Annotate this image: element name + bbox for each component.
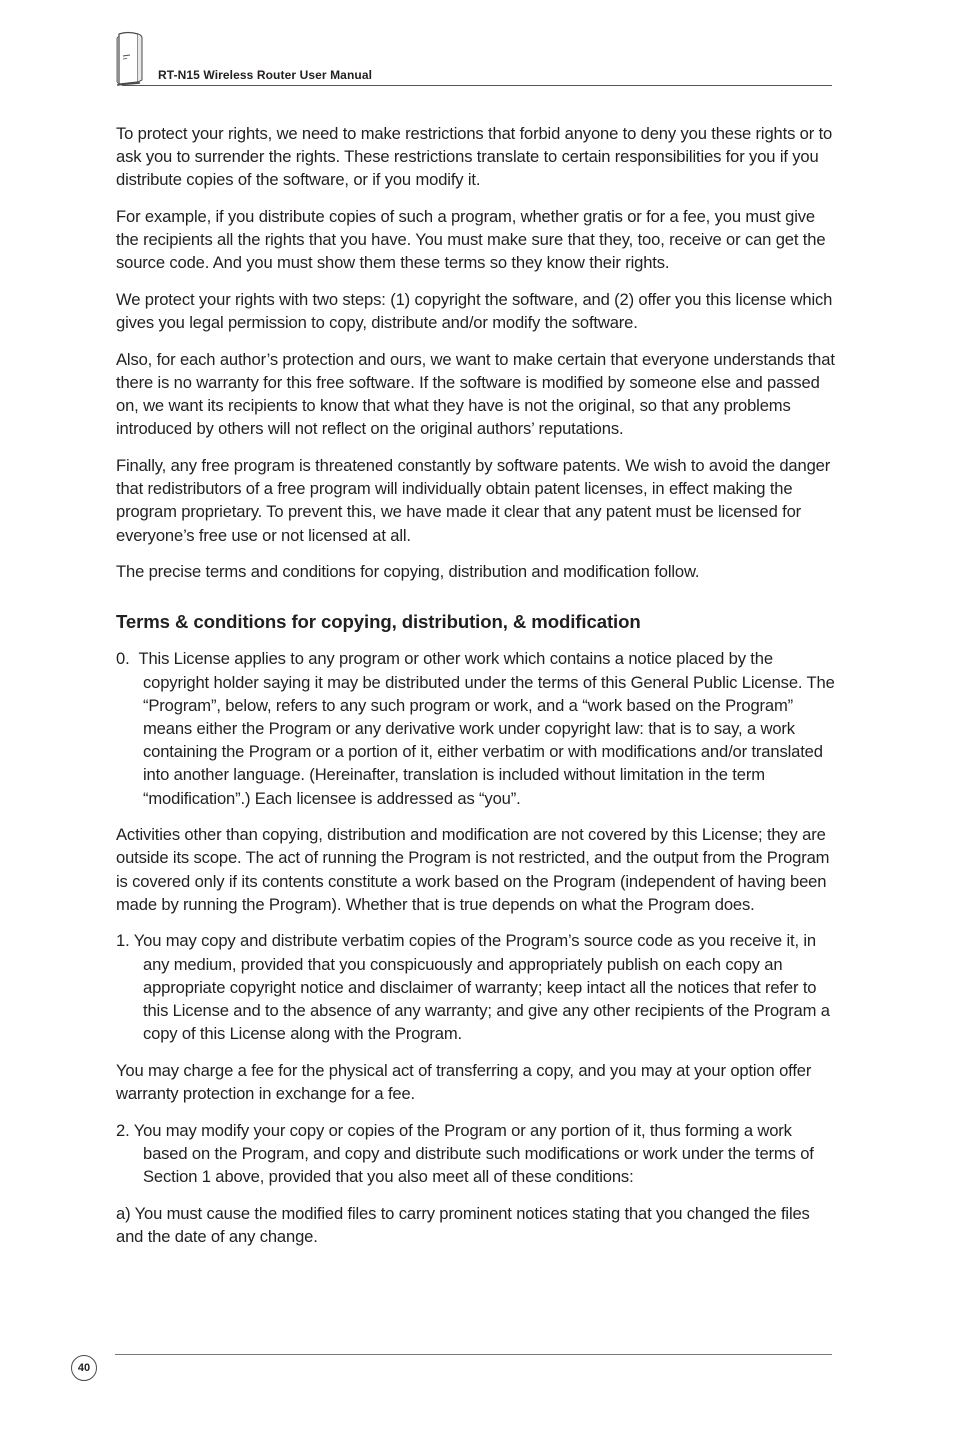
body-paragraph: The precise terms and conditions for copying, distribution and modification follow.	[116, 562, 700, 582]
page-body	[116, 122, 836, 1261]
term-number: 2.	[116, 1120, 130, 1140]
license-term-1	[116, 929, 836, 1045]
body-paragraph: To protect your rights, we need to make restrictions that forbid anyone to deny you these rights or to ask you to surrender the rights. These restrictions translate to certain responsibilities for you if you distribute copies of the software, or if you modify it.	[116, 124, 833, 190]
body-paragraph: Also, for each author’s protection and ours, we want to make certain that everyone understands that there is no warranty for this free software. If the software is modified by someone else and passed on, we want its recipients to know that what they have is not the original, so that any problems introduced by others will not reflect on the original authors’ reputations.	[116, 349, 835, 439]
term-text: You may modify your copy or copies of the Program or any portion of it, thus forming a work based on the Program, and copy and distribute such modifications or work under the terms of Section 1 above, provided that you also meet all of these conditions:	[133, 1120, 814, 1187]
term-text: You may copy and distribute verbatim copies of the Program’s source code as you receive it, in any medium, provided that you conspicuously and appropriately publish on each copy an appropriate copyright notice and disclaimer of warranty; keep intact all the notices that refer to this License and to the absence of any warranty; and give any other recipients of the Program a copy of this License along with the Program.	[133, 931, 830, 1044]
router-icon	[114, 30, 144, 86]
term-text: This License applies to any program or other work which contains a notice placed by the copyright holder saying it may be distributed under the terms of this General Public License. The “Program”, below, refers to any such program or work, and a “work based on the Program” means either the Program or any derivative work under copyright law: that is to say, a work containing the Program or a portion of it, either verbatim or with modifications and/or translated into another language. (Hereinafter, translation is included without limitation in the term “modification”.) Each licensee is addressed as “you”.	[138, 649, 835, 808]
page-header	[114, 30, 832, 88]
term-number: 1.	[116, 931, 130, 951]
section-heading: Terms & conditions for copying, distribution, & modification	[116, 611, 641, 633]
body-paragraph: Finally, any free program is threatened constantly by software patents. We wish to avoid the danger that redistributors of a free program will individually obtain patent licenses, in effect making the program proprietary. To prevent this, we have made it clear that any patent must be licensed for everyone’s free use or not licensed at all.	[116, 456, 831, 545]
footer-divider	[115, 1354, 832, 1355]
license-term-2	[116, 1119, 836, 1189]
term-number: 0.	[116, 649, 130, 669]
body-paragraph: We protect your rights with two steps: (1) copyright the software, and (2) offer you this license which gives you legal permission to copy, distribute and/or modify the software.	[116, 290, 833, 333]
license-term-0	[116, 647, 836, 809]
term-subparagraph: a) You must cause the modified files to carry prominent notices stating that you changed the files and the date of any change.	[116, 1203, 810, 1246]
page-number: 40	[71, 1355, 97, 1381]
header-divider	[122, 85, 832, 86]
manual-title: RT-N15 Wireless Router User Manual	[158, 68, 373, 82]
body-paragraph: For example, if you distribute copies of such a program, whether gratis or for a fee, you must give the recipients all the rights that you have. You must make sure that they, too, receive or can get the source code. And you must show them these terms so they know their rights.	[116, 207, 826, 273]
term-subparagraph: Activities other than copying, distribution and modification are not covered by this License; they are outside its scope. The act of running the Program is not restricted, and the output from the Program is covered only if its contents constitute a work based on the Program (independent of having been made by running the Program). Whether that is true depends on what the Program does.	[116, 825, 830, 914]
term-subparagraph: You may charge a fee for the physical act of transferring a copy, and you may at your option offer warranty protection in exchange for a fee.	[116, 1060, 812, 1104]
